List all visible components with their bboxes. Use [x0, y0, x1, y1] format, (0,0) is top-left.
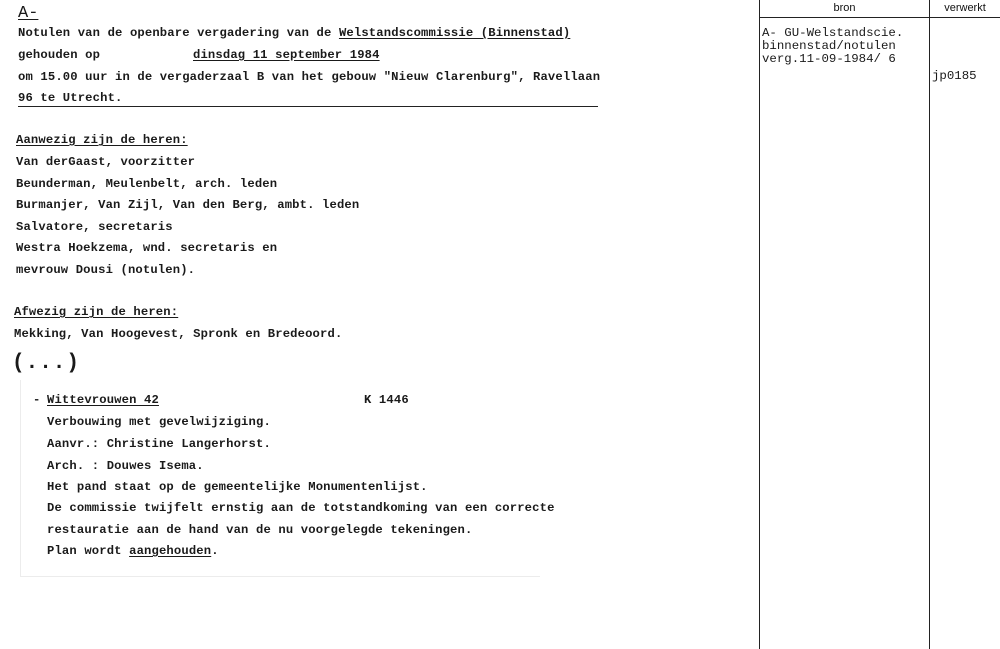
- paste-edge-bottom: [20, 576, 540, 577]
- bron-column-left-border: [759, 0, 760, 649]
- item-line: restauratie aan de hand van de nu voorgelegde tekeningen.: [47, 523, 473, 537]
- present-line: Westra Hoekzema, wnd. secretaris en: [16, 241, 278, 255]
- intro-line-2-prefix: gehouden op: [18, 48, 101, 62]
- item-decision: aangehouden: [129, 544, 212, 558]
- item-line: De commissie twijfelt ernstig aan de totstandkoming van een correcte: [47, 501, 555, 515]
- item-line: Aanvr.: Christine Langerhorst.: [47, 437, 271, 451]
- item-line: Verbouwing met gevelwijziging.: [47, 415, 271, 429]
- bron-line: verg.11-09-1984/ 6: [762, 52, 896, 66]
- item-decision-prefix: Plan wordt: [47, 544, 130, 558]
- item-line: Het pand staat op de gemeentelijke Monumentenlijst.: [47, 480, 428, 494]
- intro-line-3: om 15.00 uur in de vergaderzaal B van het gebouw "Nieuw Clarenburg", Ravellaan: [18, 70, 601, 84]
- bron-line: A- GU-Welstandscie.: [762, 26, 904, 40]
- verwerkt-value: jp0185: [932, 69, 977, 83]
- verwerkt-column-left-border: [929, 0, 930, 649]
- present-line: mevrouw Dousi (notulen).: [16, 263, 196, 277]
- item-decision-line: [47, 544, 219, 558]
- item-address: Wittevrouwen 42: [47, 393, 159, 407]
- commission-name: Welstandscommissie (Binnenstad): [338, 26, 571, 40]
- absent-line: Mekking, Van Hoogevest, Spronk en Bredeoord.: [14, 327, 343, 341]
- document-code: A-: [18, 4, 39, 23]
- intro-line-4: 96 te Utrecht.: [18, 91, 123, 105]
- item-decision-suffix: .: [211, 544, 219, 558]
- intro-line-1: [18, 26, 570, 40]
- present-line: Beunderman, Meulenbelt, arch. leden: [16, 177, 278, 191]
- bron-header: bron: [833, 2, 856, 14]
- intro-line-1-prefix: Notulen van de openbare vergadering van de: [18, 26, 339, 40]
- item-dash: -: [33, 393, 41, 407]
- intro-rule: [18, 106, 598, 107]
- absent-heading: Afwezig zijn de heren:: [14, 305, 179, 319]
- table-header-rule: [759, 17, 1000, 18]
- verwerkt-header: verwerkt: [944, 2, 986, 14]
- bron-line: binnenstad/notulen: [762, 39, 896, 53]
- present-line: Van derGaast, voorzitter: [16, 155, 196, 169]
- meeting-date: dinsdag 11 september 1984: [193, 48, 380, 62]
- present-line: Salvatore, secretaris: [16, 220, 173, 234]
- item-reference: K 1446: [364, 393, 409, 407]
- paste-edge-left: [20, 380, 21, 576]
- omission-marker: (...): [12, 352, 81, 375]
- present-heading: Aanwezig zijn de heren:: [16, 133, 188, 147]
- item-line: Arch. : Douwes Isema.: [47, 459, 204, 473]
- present-line: Burmanjer, Van Zijl, Van den Berg, ambt. leden: [16, 198, 360, 212]
